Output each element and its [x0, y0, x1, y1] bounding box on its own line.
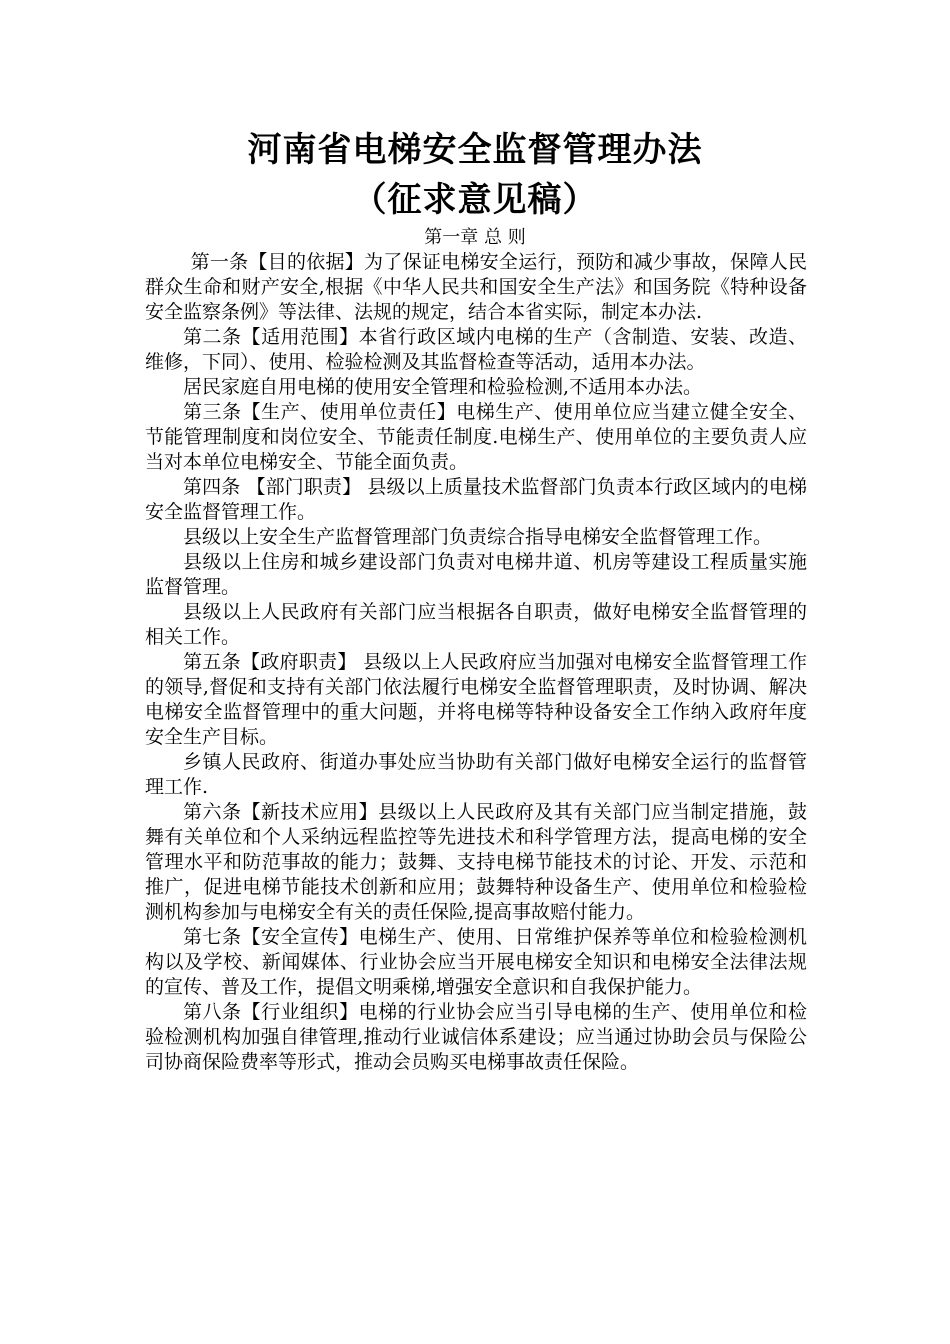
article-8-paragraph: 第八条【行业组织】电梯的行业协会应当引导电梯的生产、使用单位和检验检测机构加强自律管理,推动行业诚信体系建设；应当通过协助会员与保险公司协商保险费率等形式，推动会员购买电梯事故责任保险。 — [145, 1001, 807, 1073]
article-7-paragraph: 第七条【安全宣传】电梯生产、使用、日常维护保养等单位和检验检测机构以及学校、新闻媒体、行业协会应当开展电梯安全知识和电梯安全法律法规的宣传、普及工作，提倡文明乘梯,增强安全意识和自我保护能力。 — [145, 926, 807, 998]
article-2-paragraph: 第二条【适用范围】本省行政区域内电梯的生产（含制造、安装、改造、维修，下同）、使用、检验检测及其监督检查等活动，适用本办法。 — [145, 326, 807, 373]
article-4-clause-2-paragraph: 县级以上安全生产监督管理部门负责综合指导电梯安全监督管理工作。 — [183, 526, 773, 548]
article-3-paragraph: 第三条【生产、使用单位责任】电梯生产、使用单位应当建立健全安全、节能管理制度和岗位安全、节能责任制度.电梯生产、使用单位的主要负责人应当对本单位电梯安全、节能全面负责。 — [145, 401, 807, 473]
article-2-clause-paragraph: 居民家庭自用电梯的使用安全管理和检验检测,不适用本办法。 — [183, 376, 703, 398]
article-5-paragraph: 第五条【政府职责】 县级以上人民政府应当加强对电梯安全监督管理工作的领导,督促和支持有关部门依法履行电梯安全监督管理职责，及时协调、解决电梯安全监督管理中的重大问题，并将电梯等特种设备安全工作纳入政府年度安全生产目标。 — [145, 651, 807, 748]
document-title: 河南省电梯安全监督管理办法 — [247, 130, 703, 170]
article-1-paragraph: 第一条【目的依据】为了保证电梯安全运行，预防和减少事故，保障人民群众生命和财产安全,根据《中华人民共和国安全生产法》和国务院《特种设备安全监察条例》等法律、法规的规定，结合本省实际，制定本办法. — [145, 251, 807, 323]
article-4-clause-3-paragraph: 县级以上住房和城乡建设部门负责对电梯井道、机房等建设工程质量实施监督管理。 — [145, 551, 807, 598]
document-subtitle: （征求意见稿） — [352, 180, 598, 220]
document-body — [145, 250, 807, 1075]
article-4-clause-4-paragraph: 县级以上人民政府有关部门应当根据各自职责，做好电梯安全监督管理的相关工作。 — [145, 601, 807, 648]
article-6-paragraph: 第六条【新技术应用】县级以上人民政府及其有关部门应当制定措施，鼓舞有关单位和个人采纳远程监控等先进技术和科学管理方法，提高电梯的安全管理水平和防范事故的能力；鼓舞、支持电梯节能技术的讨论、开发、示范和推广，促进电梯节能技术创新和应用；鼓舞特种设备生产、使用单位和检验检测机构参加与电梯安全有关的责任保险,提高事故赔付能力。 — [145, 801, 807, 923]
article-5-clause-2-paragraph: 乡镇人民政府、街道办事处应当协助有关部门做好电梯安全运行的监督管理工作. — [145, 751, 807, 798]
chapter-heading: 第一章 总 则 — [424, 227, 526, 248]
article-4-paragraph: 第四条 【部门职责】 县级以上质量技术监督部门负责本行政区域内的电梯安全监督管理工作。 — [145, 476, 807, 523]
